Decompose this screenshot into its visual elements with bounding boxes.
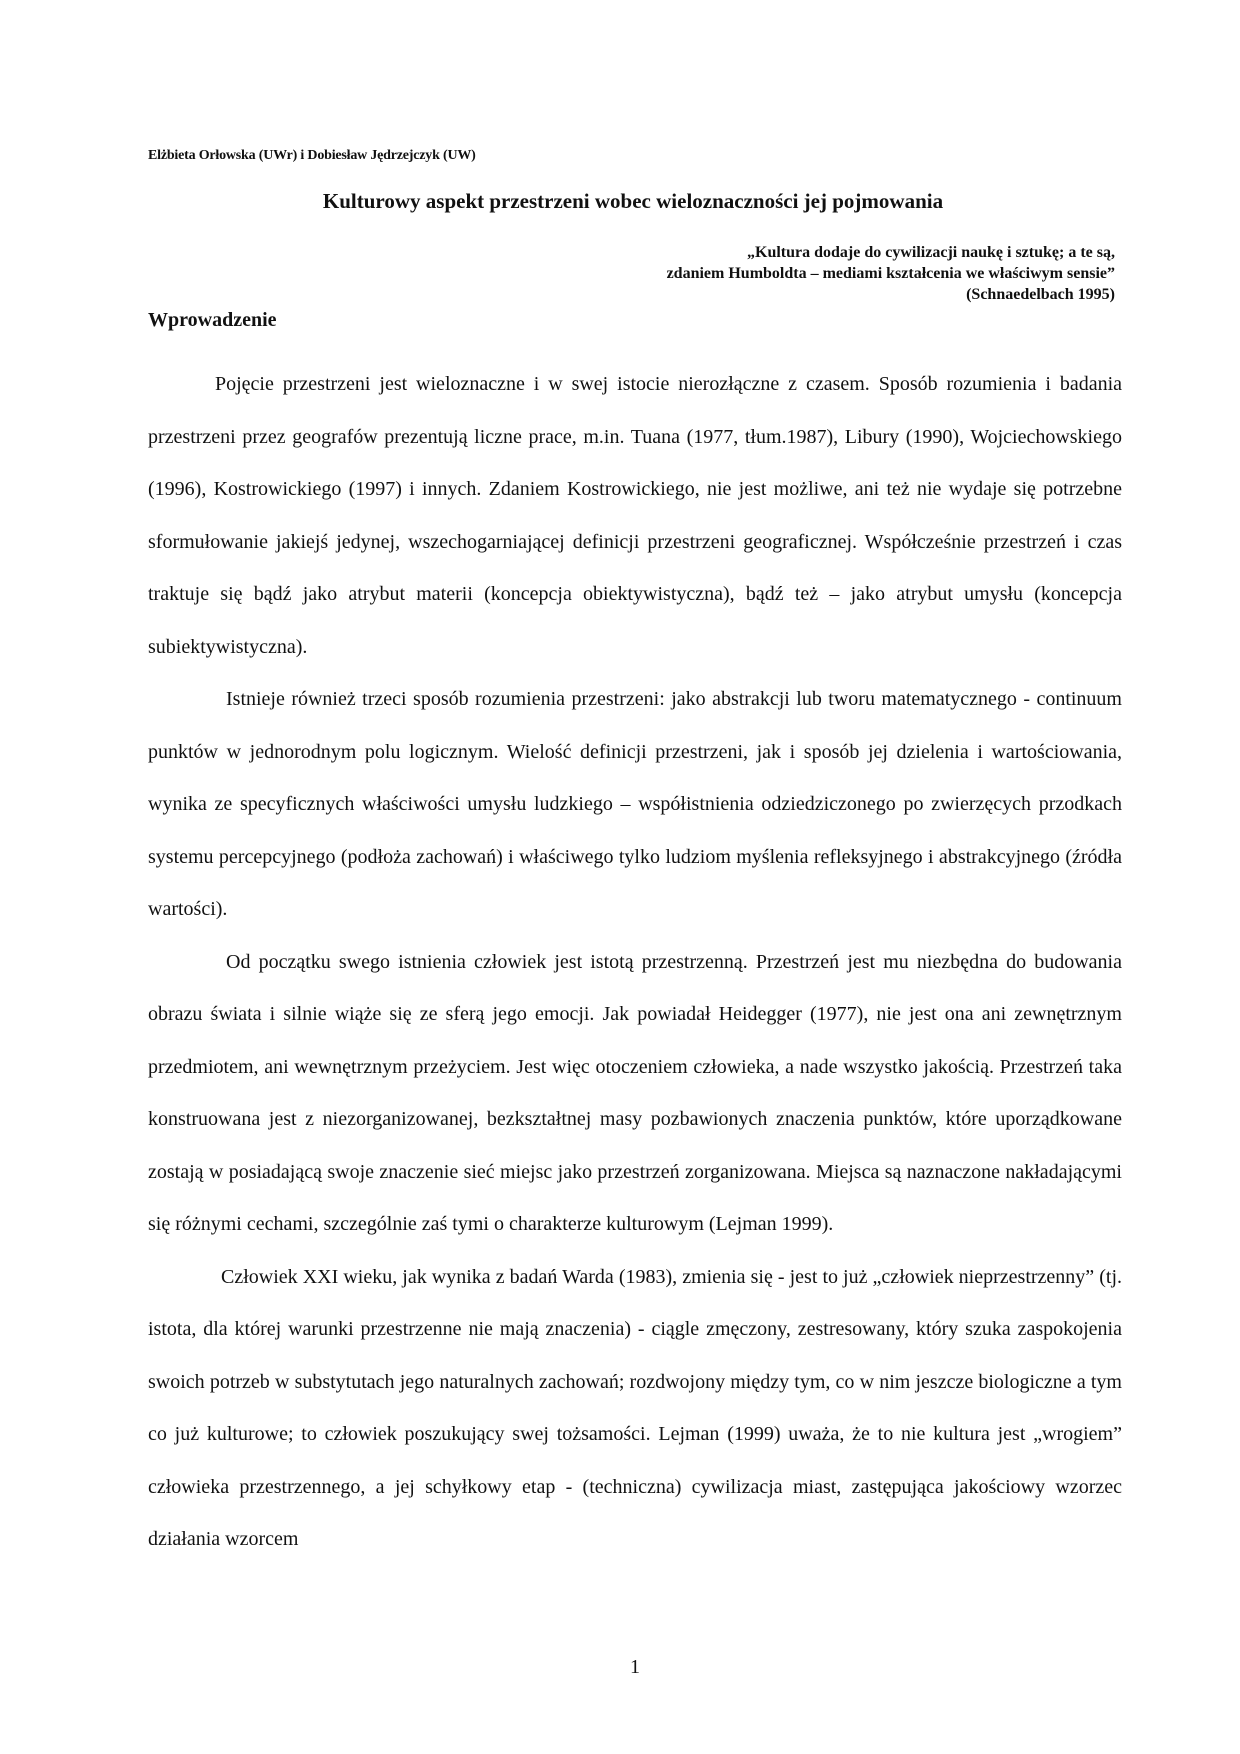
paragraph-4: Człowiek XXI wieku, jak wynika z badań Warda (1983), zmienia się - jest to już „człowiek nieprzestrzenny” (tj. istota, dla której warunki przestrzenne nie mają znaczenia) - ciągle zmęczony, zestresowany, który szuka zaspokojenia swoich potrzeb w substytutach jego naturalnych zachowań; rozdwojony między tym, co w nim jeszcze biologiczne a tym co już kulturowe; to człowiek poszukujący swej tożsamości. Lejman (1999) uważa, że to nie kultura jest „wrogiem” człowieka przestrzennego, a jej schyłkowy etap - (techniczna) cywilizacja miast, zastępująca jakościowy wzorzec działania wzorcem xyxy=(148,1265,1122,1550)
section-heading: Wprowadzenie xyxy=(148,309,277,331)
paragraph-3: Od początku swego istnienia człowiek jest istotą przestrzenną. Przestrzeń jest mu niezbędna do budowania obrazu świata i silnie wiąże się ze sferą jego emocji. Jak powiadał Heidegger (1977), nie jest ona ani zewnętrznym przedmiotem, ani wewnętrznym przeżyciem. Jest więc otoczeniem człowieka, a nade wszystko jakością. Przestrzeń taka konstruowana jest z niezorganizowanej, bezkształtnej masy pozbawionych znaczenia punktów, które uporządkowane zostają w posiadającą swoje znaczenie sieć miejsc jako przestrzeń zorganizowana. Miejsca są naznaczone nakładającymi się różnymi cechami, szczególnie zaś tymi o charakterze kulturowym (Lejman 1999). xyxy=(148,950,1122,1235)
document-title: Kulturowy aspekt przestrzeni wobec wieloznaczności jej pojmowania xyxy=(322,189,944,213)
epigraph-line-1: „Kultura dodaje do cywilizacji naukę i sztukę; a te są, xyxy=(747,244,1115,261)
epigraph xyxy=(500,242,1115,305)
page-number: 1 xyxy=(630,1656,640,1678)
paragraph-1: Pojęcie przestrzeni jest wieloznaczne i w swej istocie nierozłączne z czasem. Sposób rozumienia i badania przestrzeni przez geografów prezentują liczne prace, m.in. Tuana (1977, tłum.1987), Libury (1990), Wojciechowskiego (1996), Kostrowickiego (1997) i innych. Zdaniem Kostrowickiego, nie jest możliwe, ani też nie wydaje się potrzebne sformułowanie jakiejś jedynej, wszechogarniającej definicji przestrzeni geograficznej. Współcześnie przestrzeń i czas traktuje się bądź jako atrybut materii (koncepcja obiektywistyczna), bądź też – jako atrybut umysłu (koncepcja subiektywistyczna). xyxy=(148,373,1122,658)
epigraph-line-2: zdaniem Humboldta – mediami kształcenia we właściwym sensie” xyxy=(666,265,1115,282)
epigraph-citation: (Schnaedelbach 1995) xyxy=(966,286,1115,303)
body-text xyxy=(148,358,1122,1566)
authors-line: Elżbieta Orłowska (UWr) i Dobiesław Jędrzejczyk (UW) xyxy=(148,148,476,163)
paragraph-2: Istnieje również trzeci sposób rozumienia przestrzeni: jako abstrakcji lub tworu matematycznego - continuum punktów w jednorodnym polu logicznym. Wielość definicji przestrzeni, jak i sposób jej dzielenia i wartościowania, wynika ze specyficznych właściwości umysłu ludzkiego – współistnienia odziedziczonego po zwierzęcych przodkach systemu percepcyjnego (podłoża zachowań) i właściwego tylko ludziom myślenia refleksyjnego i abstrakcyjnego (źródła wartości). xyxy=(148,688,1122,920)
